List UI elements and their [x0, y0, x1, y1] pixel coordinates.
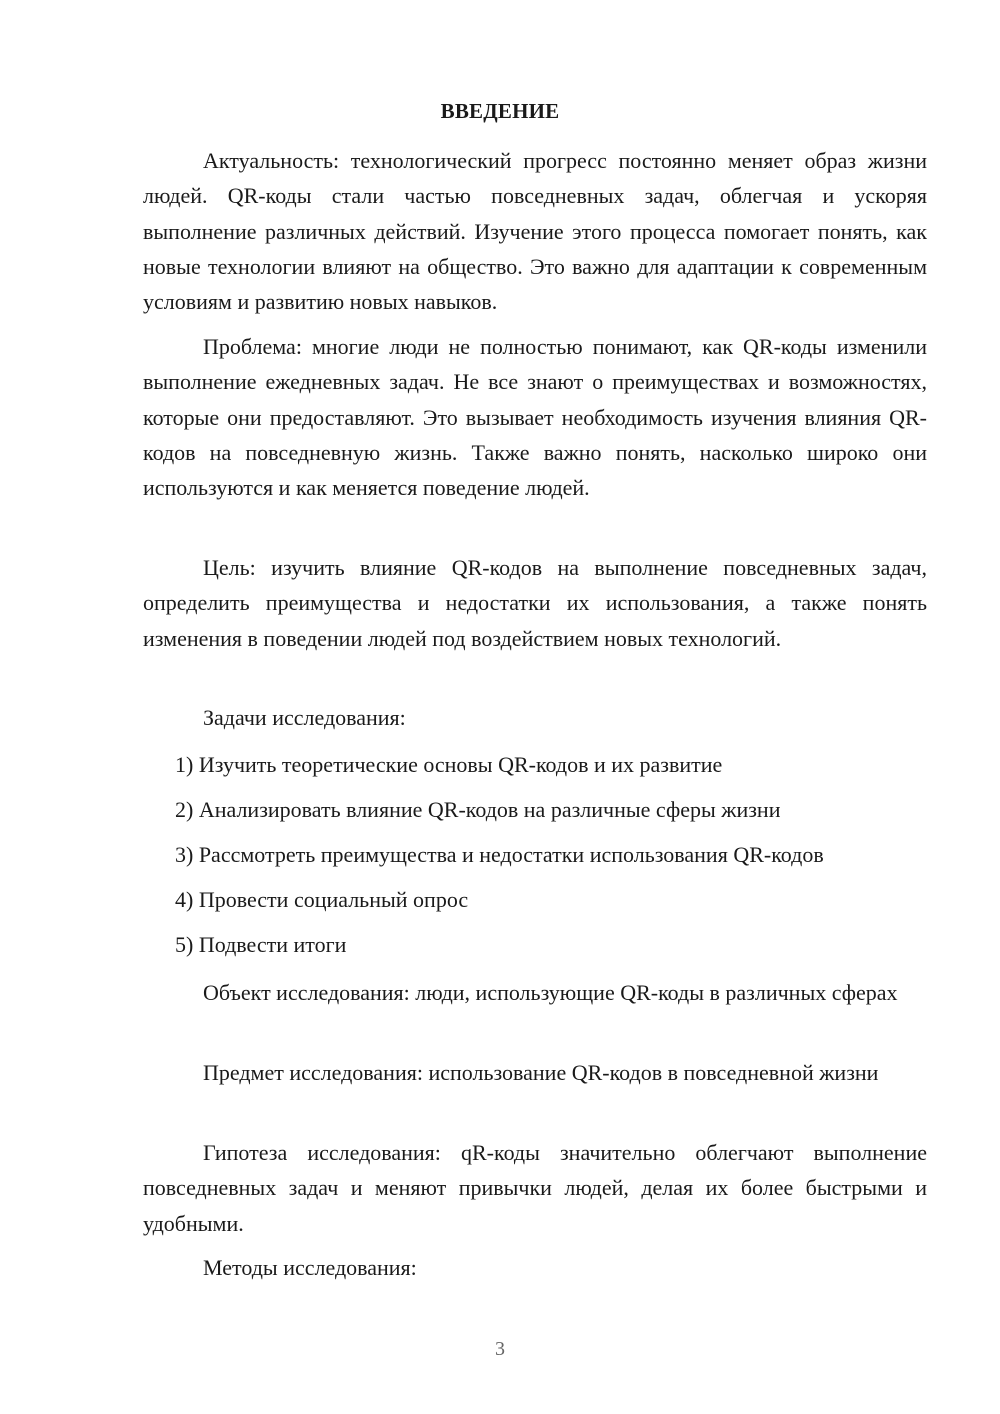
- task-item-4: 4) Провести социальный опрос: [175, 887, 469, 912]
- page-number: 3: [495, 1338, 505, 1360]
- task-item-5: 5) Подвести итоги: [175, 932, 347, 957]
- tasks-heading: Задачи исследования:: [203, 705, 406, 730]
- task-item-3: 3) Рассмотреть преимущества и недостатки использования QR-кодов: [175, 842, 824, 867]
- relevance-paragraph: Актуальность: технологический прогресс постоянно меняет образ жизни людей. QR-коды стали частью повседневных задач, облегчая и ускоряя выполнение различных действий. Изучение этого процесса помогает понять, как новые технологии влияют на общество. Это важно для адаптации к современным условиям и развитию новых навыков.: [143, 148, 927, 315]
- goal-paragraph: Цель: изучить влияние QR-кодов на выполнение повседневных задач, определить преимущества и недостатки их использования, а также понять изменения в поведении людей под воздействием новых технологий.: [143, 555, 927, 651]
- problem-paragraph: Проблема: многие люди не полностью понимают, как QR-коды изменили выполнение ежедневных задач. Не все знают о преимуществах и возможностях, которые они предоставляют. Это вызывает необходимость изучения влияния QR-кодов на повседневную жизнь. Также важно понять, насколько широко они используются и как меняется поведение людей.: [143, 334, 927, 501]
- methods-heading: Методы исследования:: [203, 1255, 417, 1280]
- task-item-2: 2) Анализировать влияние QR-кодов на различные сферы жизни: [175, 797, 781, 822]
- task-item-1: 1) Изучить теоретические основы QR-кодов и их развитие: [175, 752, 723, 777]
- subject-paragraph: Предмет исследования: использование QR-кодов в повседневной жизни: [203, 1060, 879, 1085]
- object-paragraph: Объект исследования: люди, использующие QR-коды в различных сферах: [203, 980, 898, 1005]
- hypothesis-paragraph: Гипотеза исследования: qR-коды значительно облегчают выполнение повседневных задач и меняют привычки людей, делая их более быстрыми и удобными.: [143, 1140, 927, 1236]
- page-title: ВВЕДЕНИЕ: [440, 99, 560, 123]
